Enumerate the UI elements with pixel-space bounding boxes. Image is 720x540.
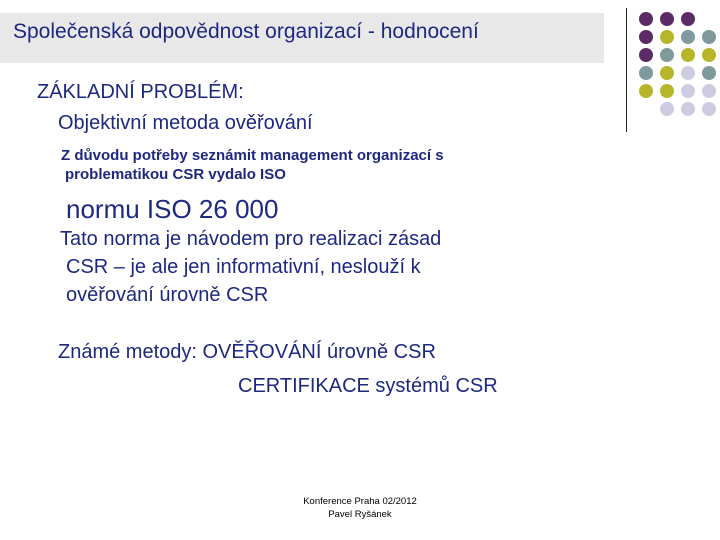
footer-author: Pavel Ryšánek <box>328 509 392 520</box>
dot-olive <box>639 84 653 98</box>
dot-purple <box>639 48 653 62</box>
body-line-2: CSR – je ale jen informativní, neslouží k <box>66 256 421 278</box>
vertical-divider <box>626 8 627 132</box>
dot-olive <box>660 84 674 98</box>
dot-purple <box>660 12 674 26</box>
footer-conference: Konference Praha 02/2012 <box>303 496 417 507</box>
dot-lavender <box>702 102 716 116</box>
dot-teal <box>702 30 716 44</box>
dot-lavender <box>681 102 695 116</box>
note-line-2: problematikou CSR vydalo ISO <box>65 166 286 183</box>
standard-name: normu ISO 26 000 <box>66 194 279 224</box>
dot-purple <box>639 12 653 26</box>
dot-olive <box>660 30 674 44</box>
heading-basic-problem: ZÁKLADNÍ PROBLÉM: <box>37 81 244 103</box>
dot-teal <box>681 30 695 44</box>
dot-purple <box>639 30 653 44</box>
body-line-3: ověřování úrovně CSR <box>66 284 269 306</box>
dot-olive <box>702 48 716 62</box>
dot-teal <box>702 66 716 80</box>
dot-olive <box>660 66 674 80</box>
dot-lavender <box>681 84 695 98</box>
subheading-method: Objektivní metoda ověřování <box>58 112 313 134</box>
methods-line-2: CERTIFIKACE systémů CSR <box>238 375 498 397</box>
note-line-1: Z důvodu potřeby seznámit management organizací s <box>61 147 444 164</box>
dot-lavender <box>681 66 695 80</box>
body-line-1: Tato norma je návodem pro realizaci zásad <box>60 228 442 250</box>
dot-olive <box>681 48 695 62</box>
methods-line-1: Známé metody: OVĚŘOVÁNÍ úrovně CSR <box>58 341 436 363</box>
dot-lavender <box>660 102 674 116</box>
dot-lavender <box>702 84 716 98</box>
dot-teal <box>660 48 674 62</box>
dot-purple <box>681 12 695 26</box>
dot-teal <box>639 66 653 80</box>
slide-title: Společenská odpovědnost organizací - hodnocení <box>13 20 479 43</box>
